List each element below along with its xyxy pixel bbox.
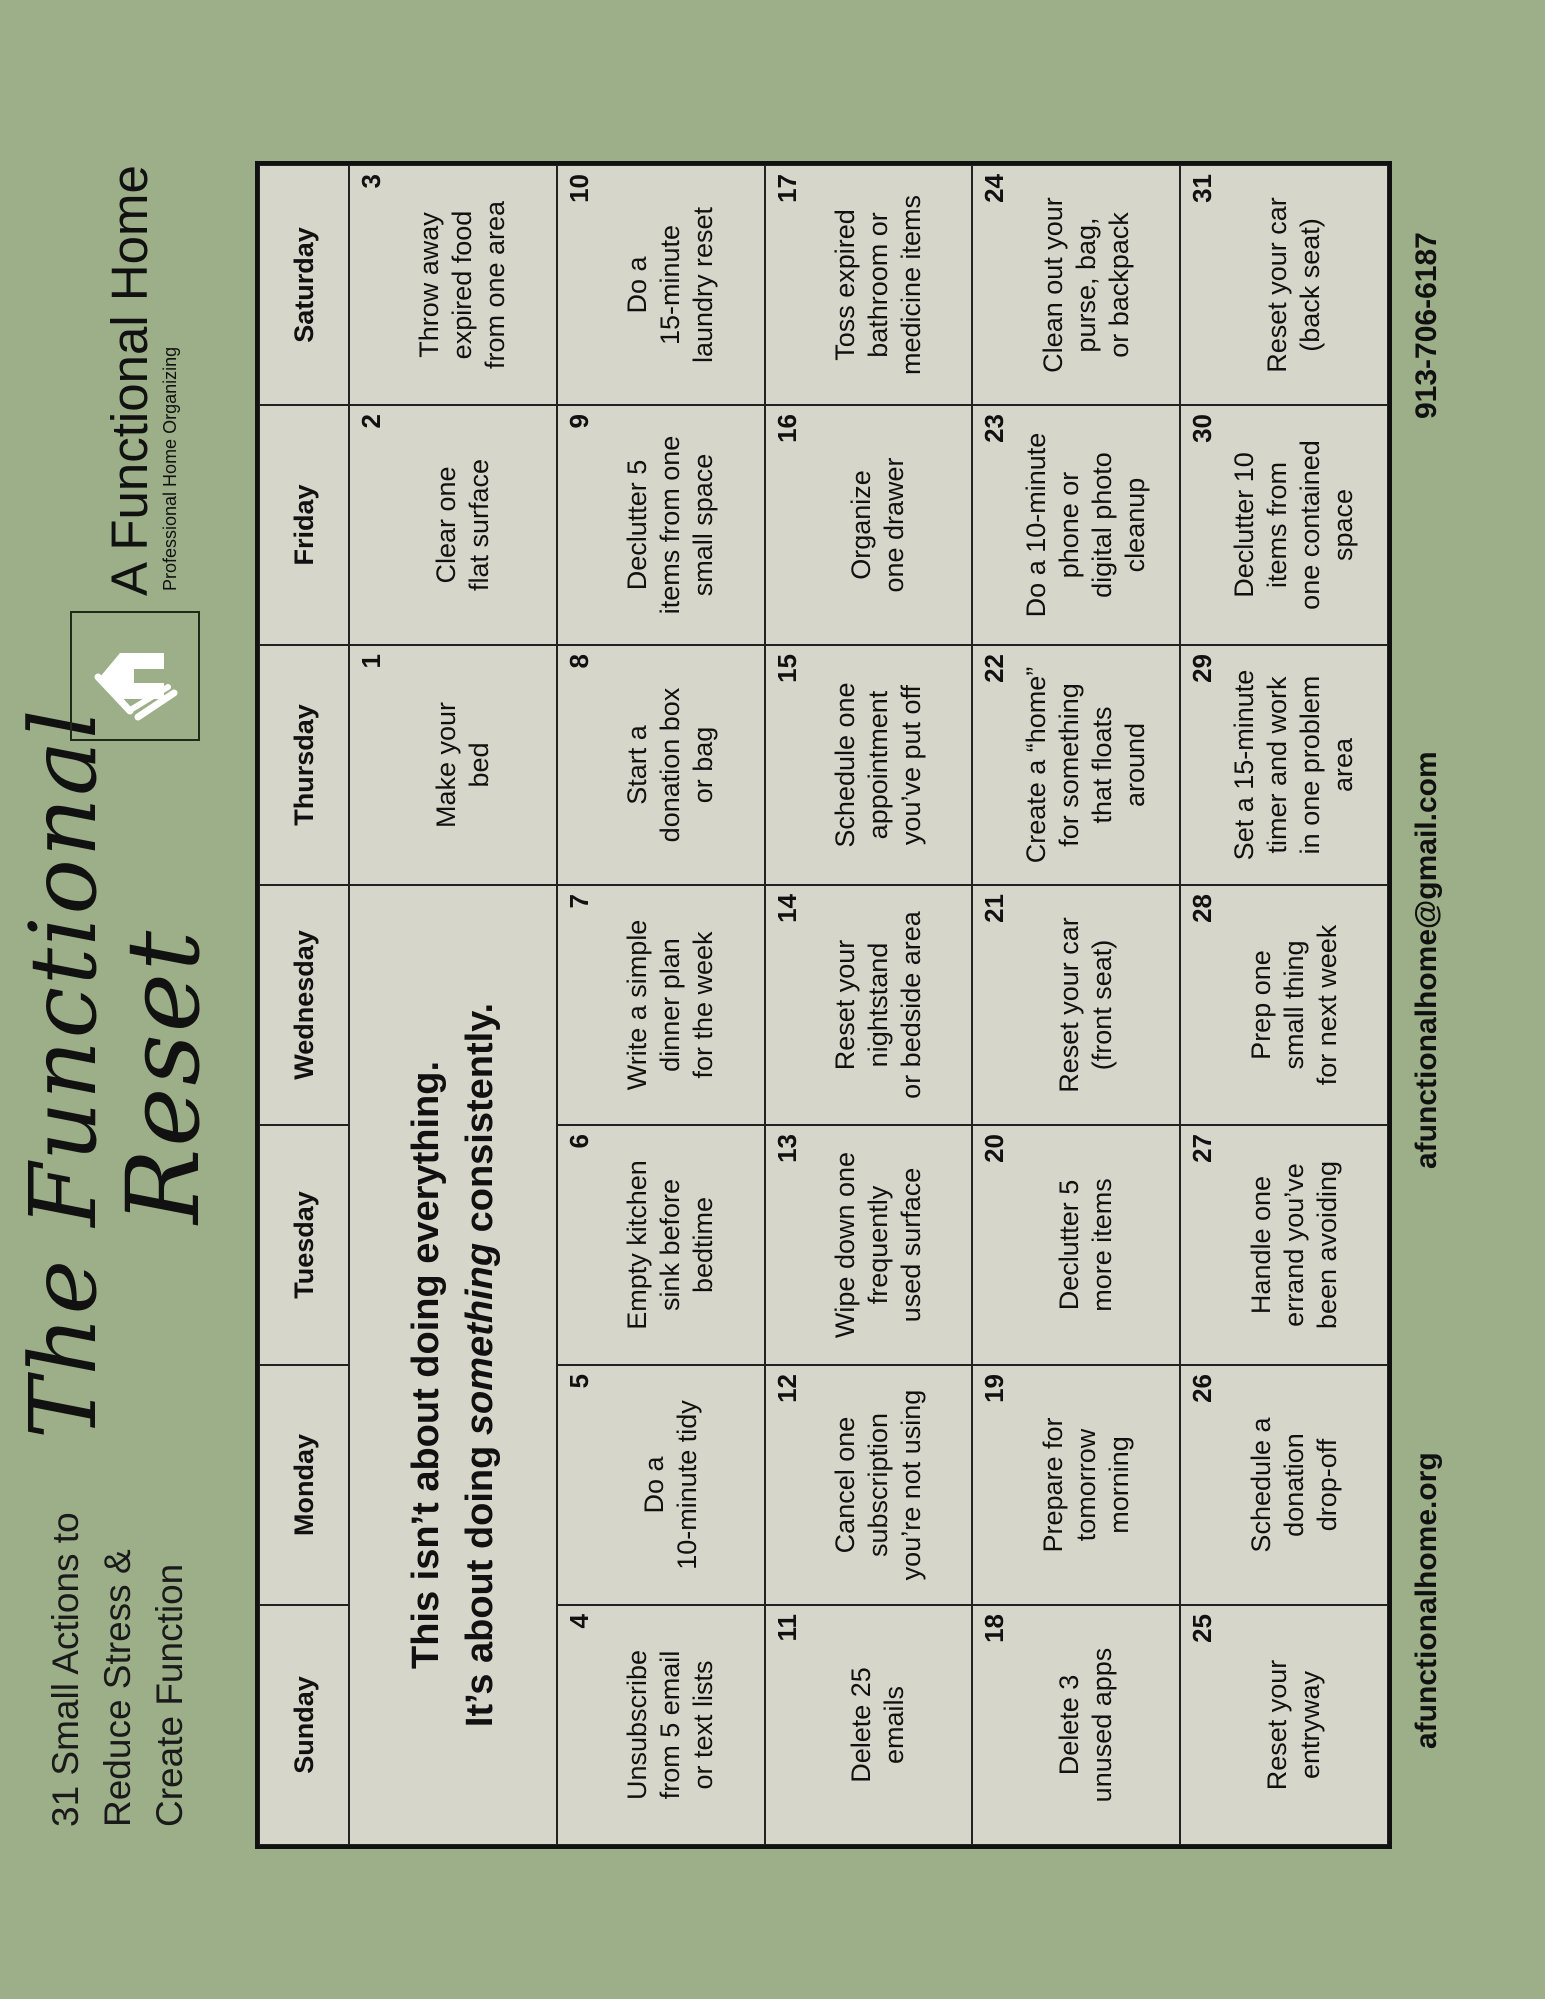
calendar-day-cell xyxy=(1180,885,1388,1125)
day-number: 7 xyxy=(563,894,594,909)
day-number: 31 xyxy=(1187,174,1218,203)
day-header: Sunday xyxy=(259,1605,349,1845)
day-task: Organize one drawer xyxy=(846,457,910,593)
calendar-day-cell xyxy=(1180,1365,1388,1605)
calendar-day-cell xyxy=(972,645,1180,885)
day-task: Delete 25 emails xyxy=(846,1667,910,1783)
calendar-day-cell xyxy=(349,165,557,405)
day-task: Prepare for tomorrow morning xyxy=(1037,1417,1134,1553)
motto-text: consistently. xyxy=(458,1002,501,1243)
day-task: Empty kitchen sink before bedtime xyxy=(622,1160,719,1330)
title-line-1: The Functional xyxy=(10,707,117,1439)
calendar-day-cell xyxy=(1180,1125,1388,1365)
day-task: Reset your entryway xyxy=(1262,1659,1326,1791)
calendar-day-cell xyxy=(349,405,557,645)
day-task: Reset your car (back seat) xyxy=(1262,197,1326,373)
day-task: Do a 15-minute laundry reset xyxy=(622,206,719,364)
motto-line-1: This isn’t about doing everything. xyxy=(404,1060,447,1670)
day-number: 12 xyxy=(771,1374,802,1403)
contact-footer xyxy=(1410,161,1470,1849)
calendar-day-cell xyxy=(557,165,765,405)
calendar-grid xyxy=(255,161,1392,1849)
calendar-day-cell xyxy=(1180,645,1388,885)
title-line-2: Reset xyxy=(105,928,222,1224)
calendar-day-cell xyxy=(972,405,1180,645)
day-task: Make your bed xyxy=(430,701,494,829)
day-task: Unsubscribe from 5 email or text lists xyxy=(622,1649,719,1801)
day-task: Wipe down one frequently used surface xyxy=(829,1151,926,1339)
day-number: 26 xyxy=(1187,1374,1218,1403)
day-number: 15 xyxy=(771,654,802,683)
calendar-day-cell xyxy=(557,1125,765,1365)
day-number: 22 xyxy=(979,654,1010,683)
day-task: Do a 10-minute tidy xyxy=(638,1400,702,1570)
day-task: Start a donation box or bag xyxy=(622,687,719,843)
day-number: 1 xyxy=(356,654,386,669)
day-number: 14 xyxy=(771,894,802,923)
website-text: afunctionalhome.org xyxy=(1410,1452,1443,1749)
calendar-day-cell xyxy=(972,1605,1180,1845)
day-task: Schedule a donation drop-off xyxy=(1245,1417,1342,1553)
day-task: Do a 10-minute phone or digital photo cleanup xyxy=(1021,432,1151,618)
calendar-day-cell xyxy=(972,1125,1180,1365)
day-task: Declutter 5 more items xyxy=(1054,1178,1118,1312)
day-task: Schedule one appointment you’ve put off xyxy=(829,682,926,848)
day-task: Clear one flat surface xyxy=(430,458,494,592)
day-number: 18 xyxy=(979,1614,1010,1643)
day-number: 10 xyxy=(563,174,594,203)
day-number: 21 xyxy=(979,894,1010,923)
calendar-day-cell xyxy=(557,1365,765,1605)
motto-text: It’s about doing xyxy=(458,1435,501,1728)
calendar-day-cell xyxy=(1180,1605,1388,1845)
day-task: Reset your nightstand or bedside area xyxy=(829,911,926,1099)
day-header: Friday xyxy=(259,405,349,645)
day-task: Delete 3 unused apps xyxy=(1054,1647,1118,1803)
day-task: Cancel one subscription you’re not using xyxy=(829,1389,926,1581)
calendar-day-cell xyxy=(765,1605,973,1845)
day-number: 9 xyxy=(563,414,594,429)
day-number: 5 xyxy=(563,1374,594,1389)
calendar-day-cell xyxy=(972,885,1180,1125)
calendar-day-cell xyxy=(765,1365,973,1605)
day-number: 8 xyxy=(563,654,594,669)
calendar-day-cell xyxy=(765,165,973,405)
calendar-day-cell xyxy=(1180,405,1388,645)
calendar-day-cell xyxy=(972,1365,1180,1605)
motto-emphasis: something xyxy=(458,1242,501,1436)
day-number: 27 xyxy=(1187,1134,1218,1163)
day-task: Handle one errand you’ve been avoiding xyxy=(1245,1160,1342,1330)
brand-name: A Functional Home xyxy=(101,165,158,596)
day-task: Write a simple dinner plan for the week xyxy=(622,919,719,1091)
day-number: 23 xyxy=(979,414,1010,443)
day-task: Set a 15-minute timer and work in one problem area xyxy=(1229,669,1359,861)
day-number: 13 xyxy=(771,1134,802,1163)
calendar-day-cell xyxy=(557,645,765,885)
phone-text: 913-706-6187 xyxy=(1410,232,1443,419)
calendar-day-cell xyxy=(765,645,973,885)
subtitle-line: Reduce Stress & xyxy=(97,1549,138,1827)
motto-banner xyxy=(349,885,557,1845)
day-number: 3 xyxy=(356,174,386,189)
day-number: 17 xyxy=(771,174,802,203)
calendar-day-cell xyxy=(557,1605,765,1845)
day-number: 16 xyxy=(771,414,802,443)
calendar-day-cell xyxy=(765,885,973,1125)
house-hands-icon xyxy=(70,611,200,741)
calendar-day-cell xyxy=(1180,165,1388,405)
brand-tagline: Professional Home Organizing xyxy=(160,346,180,591)
day-header: Saturday xyxy=(259,165,349,405)
day-number: 29 xyxy=(1187,654,1218,683)
subtitle xyxy=(40,1397,196,1827)
subtitle-line: Create Function xyxy=(149,1563,190,1827)
day-header: Monday xyxy=(259,1365,349,1605)
day-task: Clean out your purse, bag, or backpack xyxy=(1037,197,1134,373)
day-header: Tuesday xyxy=(259,1125,349,1365)
day-number: 19 xyxy=(979,1374,1010,1403)
day-task: Create a “home” for something that floats around xyxy=(1021,666,1151,864)
calendar-day-cell xyxy=(972,165,1180,405)
day-task: Prep one small thing for next week xyxy=(1245,924,1342,1086)
day-task: Reset your car (front seat) xyxy=(1054,917,1118,1093)
day-header: Thursday xyxy=(259,645,349,885)
motto-line-2 xyxy=(453,1003,507,1727)
page-title xyxy=(10,707,270,1439)
day-task: Declutter 10 items from one contained space xyxy=(1229,440,1359,610)
email-text: afunctionalhome@gmail.com xyxy=(1410,751,1443,1169)
calendar-day-cell xyxy=(765,1125,973,1365)
day-number: 6 xyxy=(563,1134,594,1149)
subtitle-line: 31 Small Actions to xyxy=(45,1512,86,1827)
calendar-day-cell xyxy=(557,885,765,1125)
calendar-day-cell xyxy=(557,405,765,645)
day-task: Throw away expired food from one area xyxy=(414,200,511,370)
day-task: Declutter 5 items from one small space xyxy=(622,435,719,615)
day-number: 20 xyxy=(979,1134,1010,1163)
brand-logo xyxy=(70,165,210,741)
day-number: 2 xyxy=(356,414,386,429)
day-number: 11 xyxy=(771,1614,802,1642)
calendar-day-cell xyxy=(349,645,557,885)
day-number: 25 xyxy=(1187,1614,1218,1643)
day-number: 28 xyxy=(1187,894,1218,923)
day-number: 4 xyxy=(563,1614,594,1629)
calendar-day-cell xyxy=(765,405,973,645)
day-header: Wednesday xyxy=(259,885,349,1125)
day-task: Toss expired bathroom or medicine items xyxy=(829,194,926,376)
day-number: 24 xyxy=(979,174,1010,203)
day-number: 30 xyxy=(1187,414,1218,443)
